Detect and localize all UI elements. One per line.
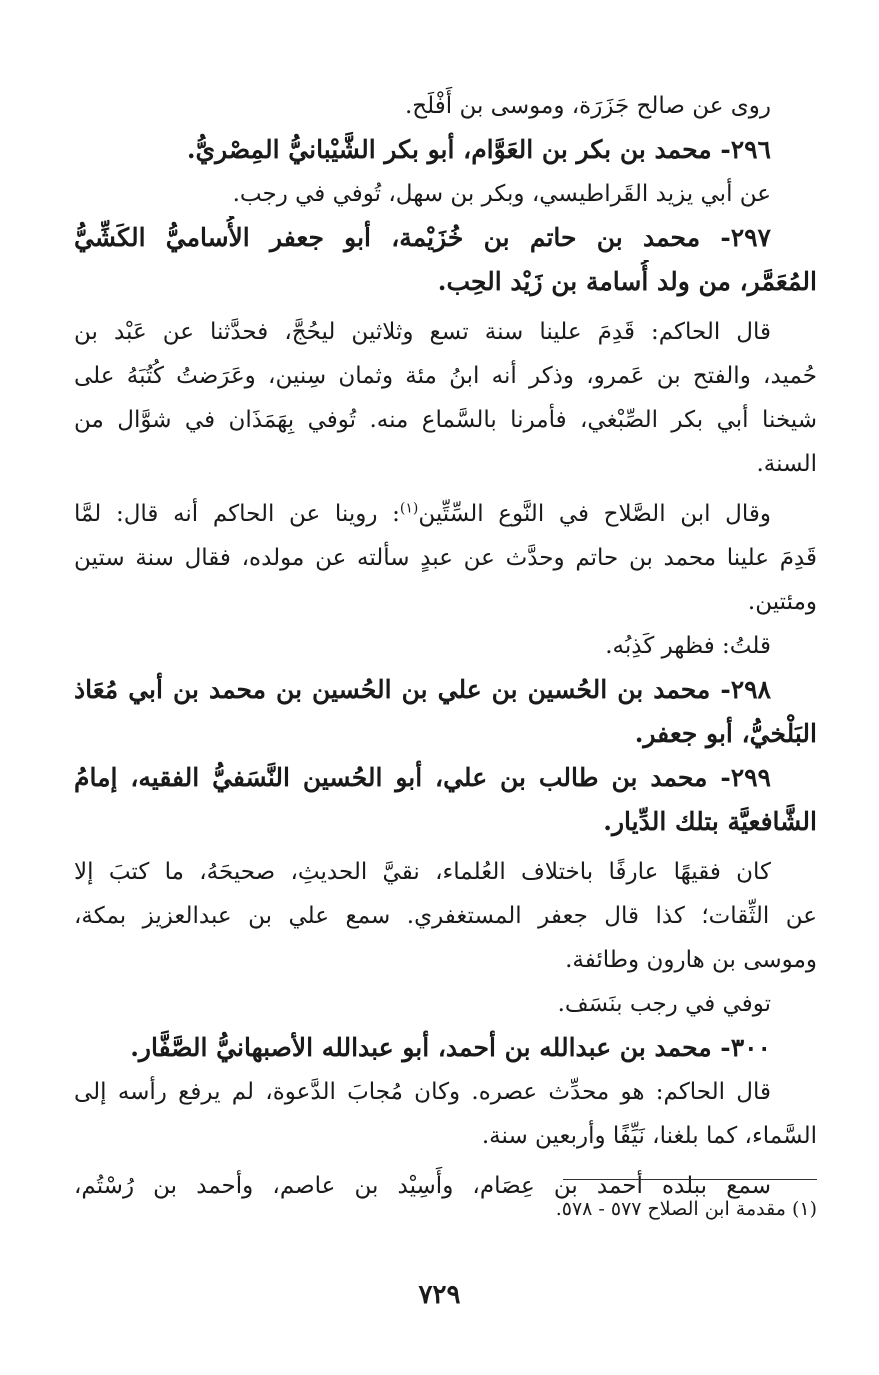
text-line: قَدِمَ علينا محمد بن حاتم وحدَّث عن عبدٍ سألته عن مولده، فقال سنة ستين: [74, 545, 817, 571]
page-number: ٧٢٩: [418, 1280, 461, 1310]
text-line: السنة.: [756, 451, 817, 477]
text-line: شيخنا أبي بكر الصِّبْغي، فأمرنا بالسَّماع منه. تُوفي بِهَمَذَان في شوَّال من: [74, 407, 817, 433]
text-line: [74, 492, 817, 536]
text-line: قلتُ: فظهر كَذِبُه.: [605, 633, 771, 659]
entry-heading-297-cont: المُعَمَّر، من ولد أُسامة بن زَيْد الحِب.: [437, 267, 817, 296]
text-line: وموسى بن هارون وطائفة.: [565, 947, 817, 973]
text-line: السَّماء، كما بلغنا، نَيِّفًا وأربعين سنة.: [481, 1123, 817, 1149]
text-line: كان فقيهًا عارفًا باختلاف العُلماء، نقيَّ الحديثِ، صحيحَهُ، ما كتبَ إلا: [74, 859, 771, 885]
text-line: سمع ببلده أحمد بن عِصَام، وأَسِيْد بن عاصم، وأحمد بن رُسْتُم،: [74, 1173, 771, 1199]
text-line: ومئتين.: [747, 589, 817, 615]
footnote: (١) مقدمة ابن الصلاح ٥٧٧ - ٥٧٨.: [555, 1198, 817, 1220]
text-segment: : روينا عن الحاكم أنه قال: لمَّا: [74, 501, 400, 527]
text-line: قال الحاكم: هو محدِّث عصره. وكان مُجابَ الدَّعوة، لم يرفع رأسه إلى: [74, 1079, 771, 1105]
entry-heading-298-cont: البَلْخيُّ، أبو جعفر.: [634, 719, 817, 748]
text-line: عن الثِّقات؛ كذا قال جعفر المستغفري. سمع علي بن عبدالعزيز بمكة،: [74, 903, 817, 929]
entry-heading-300: ٣٠٠- محمد بن عبدالله بن أحمد، أبو عبدالله الأصبهانيُّ الصَّفَّار.: [130, 1033, 771, 1062]
footnote-reference[interactable]: (١): [399, 500, 419, 517]
page-body: [74, 84, 817, 1208]
text-line: روى عن صالح جَزَرَة، وموسى بن أَفْلَح.: [404, 93, 771, 119]
text-line: عن أبي يزيد القَراطيسي، وبكر بن سهل، تُوفي في رجب.: [232, 181, 771, 207]
text-line: قال الحاكم: قَدِمَ علينا سنة تسع وثلاثين ليحُجَّ، فحدَّثنا عن عَبْد بن: [74, 319, 771, 345]
entry-heading-299-cont: الشَّافعيَّة بتلك الدِّيار.: [603, 807, 817, 836]
text-line: توفي في رجب بنَسَف.: [557, 991, 771, 1017]
entry-heading-297: ٢٩٧- محمد بن حاتم بن خُزَيْمة، أبو جعفر الأُساميُّ الكَشِّيُّ: [74, 223, 771, 252]
footnote-divider: [563, 1179, 817, 1180]
text-line: حُميد، والفتح بن عَمرو، وذكر أنه ابنُ مئة وثمان سِنين، وعَرَضتُ كُتُبَهُ على: [74, 363, 817, 389]
entry-heading-296: ٢٩٦- محمد بن بكر بن العَوَّام، أبو بكر الشَّيْبانيُّ المِصْريُّ.: [186, 135, 771, 164]
text-segment: وقال ابن الصَّلاح في النَّوع السِّتِّين: [418, 501, 771, 527]
entry-heading-298: ٢٩٨- محمد بن الحُسين بن علي بن الحُسين بن محمد بن أبي مُعَاذ: [74, 675, 771, 704]
entry-heading-299: ٢٩٩- محمد بن طالب بن علي، أبو الحُسين النَّسَفيُّ الفقيه، إمامُ: [74, 763, 771, 792]
